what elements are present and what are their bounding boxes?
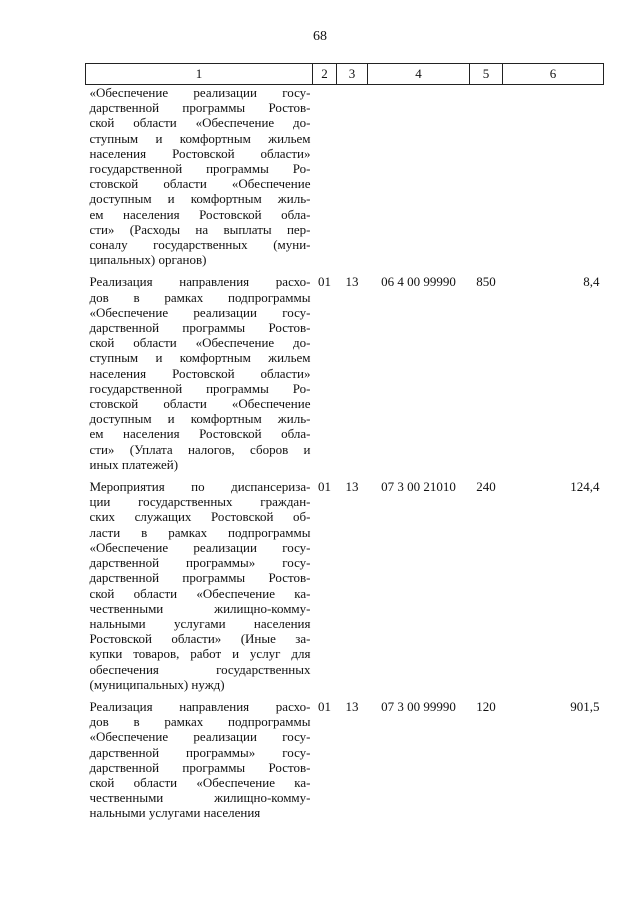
description-line: ской области «Обеспечение ка- <box>89 774 311 790</box>
row-amount: 8,4 <box>583 274 600 290</box>
description-line: соналу государственных (муни- <box>89 237 311 253</box>
description-line: дарственной программы Ростов- <box>89 570 311 586</box>
description-line: «Обеспечение реализации госу- <box>89 729 311 745</box>
description-line: ласти в рамках подпрограммы <box>89 524 311 540</box>
table-row <box>86 85 604 275</box>
row-description <box>86 699 313 828</box>
header-col-6: 6 <box>503 64 604 85</box>
description-line: ем населения Ростовской обла- <box>89 206 311 222</box>
header-col-3: 3 <box>337 64 368 85</box>
row-subsection-code <box>337 85 368 275</box>
description-line: сти» (Расходы на выплаты пер- <box>89 221 311 237</box>
description-line: «Обеспечение реализации госу- <box>89 304 311 320</box>
description-line: стовской области «Обеспечение <box>89 396 311 412</box>
description-line: ской области «Обеспечение до- <box>89 115 311 131</box>
row-section-code <box>313 85 337 275</box>
description-line: сти» (Уплата налогов, сборов и <box>89 441 311 457</box>
table-row <box>86 274 604 479</box>
row-amount: 124,4 <box>570 479 600 495</box>
description-line: обеспечения государственных <box>89 661 311 677</box>
description-line: населения Ростовской области» <box>89 365 311 381</box>
row-section-code: 01 <box>318 698 331 714</box>
description-line: купки товаров, работ и услуг для <box>89 646 311 662</box>
description-line: ципальных) органов) <box>89 252 207 268</box>
description-line: дарственной программы Ростов- <box>89 759 311 775</box>
description-line: ских служащих Ростовской об- <box>89 509 311 525</box>
description-line: доступным и комфортным жиль- <box>89 411 311 427</box>
description-line: ступным и комфортным жильем <box>89 130 311 146</box>
description-line: Мероприятия по диспансериза- <box>89 479 311 495</box>
description-line: иных платежей) <box>89 456 179 472</box>
description-line: ем населения Ростовской обла- <box>89 426 311 442</box>
description-line: Реализация направления расхо- <box>89 274 311 290</box>
table-row <box>86 479 604 699</box>
description-line: нальными услугами населения <box>89 615 311 631</box>
description-line: чественными жилищно-комму- <box>89 600 311 616</box>
row-subsection-code: 13 <box>345 698 359 714</box>
row-section-code: 01 <box>318 274 331 290</box>
page-number: 68 <box>313 29 327 44</box>
row-target-article-code <box>368 85 470 275</box>
row-expense-type-code: 120 <box>476 698 496 714</box>
row-expense-type-code <box>470 85 503 275</box>
row-amount: 901,5 <box>570 698 600 714</box>
table-row <box>86 699 604 828</box>
row-description <box>86 85 313 275</box>
description-line: Ростовской области» (Иные за- <box>89 631 311 647</box>
row-subsection-code: 13 <box>345 479 359 495</box>
description-line: «Обеспечение реализации госу- <box>89 85 311 100</box>
description-line: дов в рамках подпрограммы <box>89 289 311 305</box>
row-target-article-code: 07 3 00 21010 <box>381 479 456 495</box>
description-line: дарственной программы» госу- <box>89 555 311 571</box>
header-col-4: 4 <box>368 64 470 85</box>
description-line: дарственной программы Ростов- <box>89 100 311 116</box>
description-line: ской области «Обеспечение до- <box>89 335 311 351</box>
description-line: государственной программы Ро- <box>89 161 311 177</box>
budget-table <box>85 63 604 828</box>
row-description <box>86 479 313 699</box>
row-target-article-code: 06 4 00 99990 <box>381 274 456 290</box>
row-subsection-code: 13 <box>345 274 359 290</box>
description-line: населения Ростовской области» <box>89 145 311 161</box>
description-line: Реализация направления расхо- <box>89 698 311 714</box>
description-line: ступным и комфортным жильем <box>89 350 311 366</box>
row-expense-type-code: 850 <box>476 274 496 290</box>
table-header-row <box>86 64 604 85</box>
description-line: доступным и комфортным жиль- <box>89 191 311 207</box>
description-line: стовской области «Обеспечение <box>89 176 311 192</box>
description-line: (муниципальных) нужд) <box>89 676 225 692</box>
description-line: нальными услугами населения <box>89 805 261 821</box>
row-target-article-code: 07 3 00 99990 <box>381 698 456 714</box>
row-amount <box>503 85 604 275</box>
description-line: чественными жилищно-комму- <box>89 790 311 806</box>
description-line: дарственной программы» госу- <box>89 744 311 760</box>
description-line: «Обеспечение реализации госу- <box>89 539 311 555</box>
description-line: ской области «Обеспечение ка- <box>89 585 311 601</box>
description-line: ции государственных граждан- <box>89 494 311 510</box>
description-line: дов в рамках подпрограммы <box>89 714 311 730</box>
description-line: дарственной программы Ростов- <box>89 320 311 336</box>
header-col-1: 1 <box>86 64 313 85</box>
row-description <box>86 274 313 479</box>
row-expense-type-code: 240 <box>476 479 496 495</box>
description-line: государственной программы Ро- <box>89 380 311 396</box>
header-col-2: 2 <box>313 64 337 85</box>
header-col-5: 5 <box>470 64 503 85</box>
row-section-code: 01 <box>318 479 331 495</box>
